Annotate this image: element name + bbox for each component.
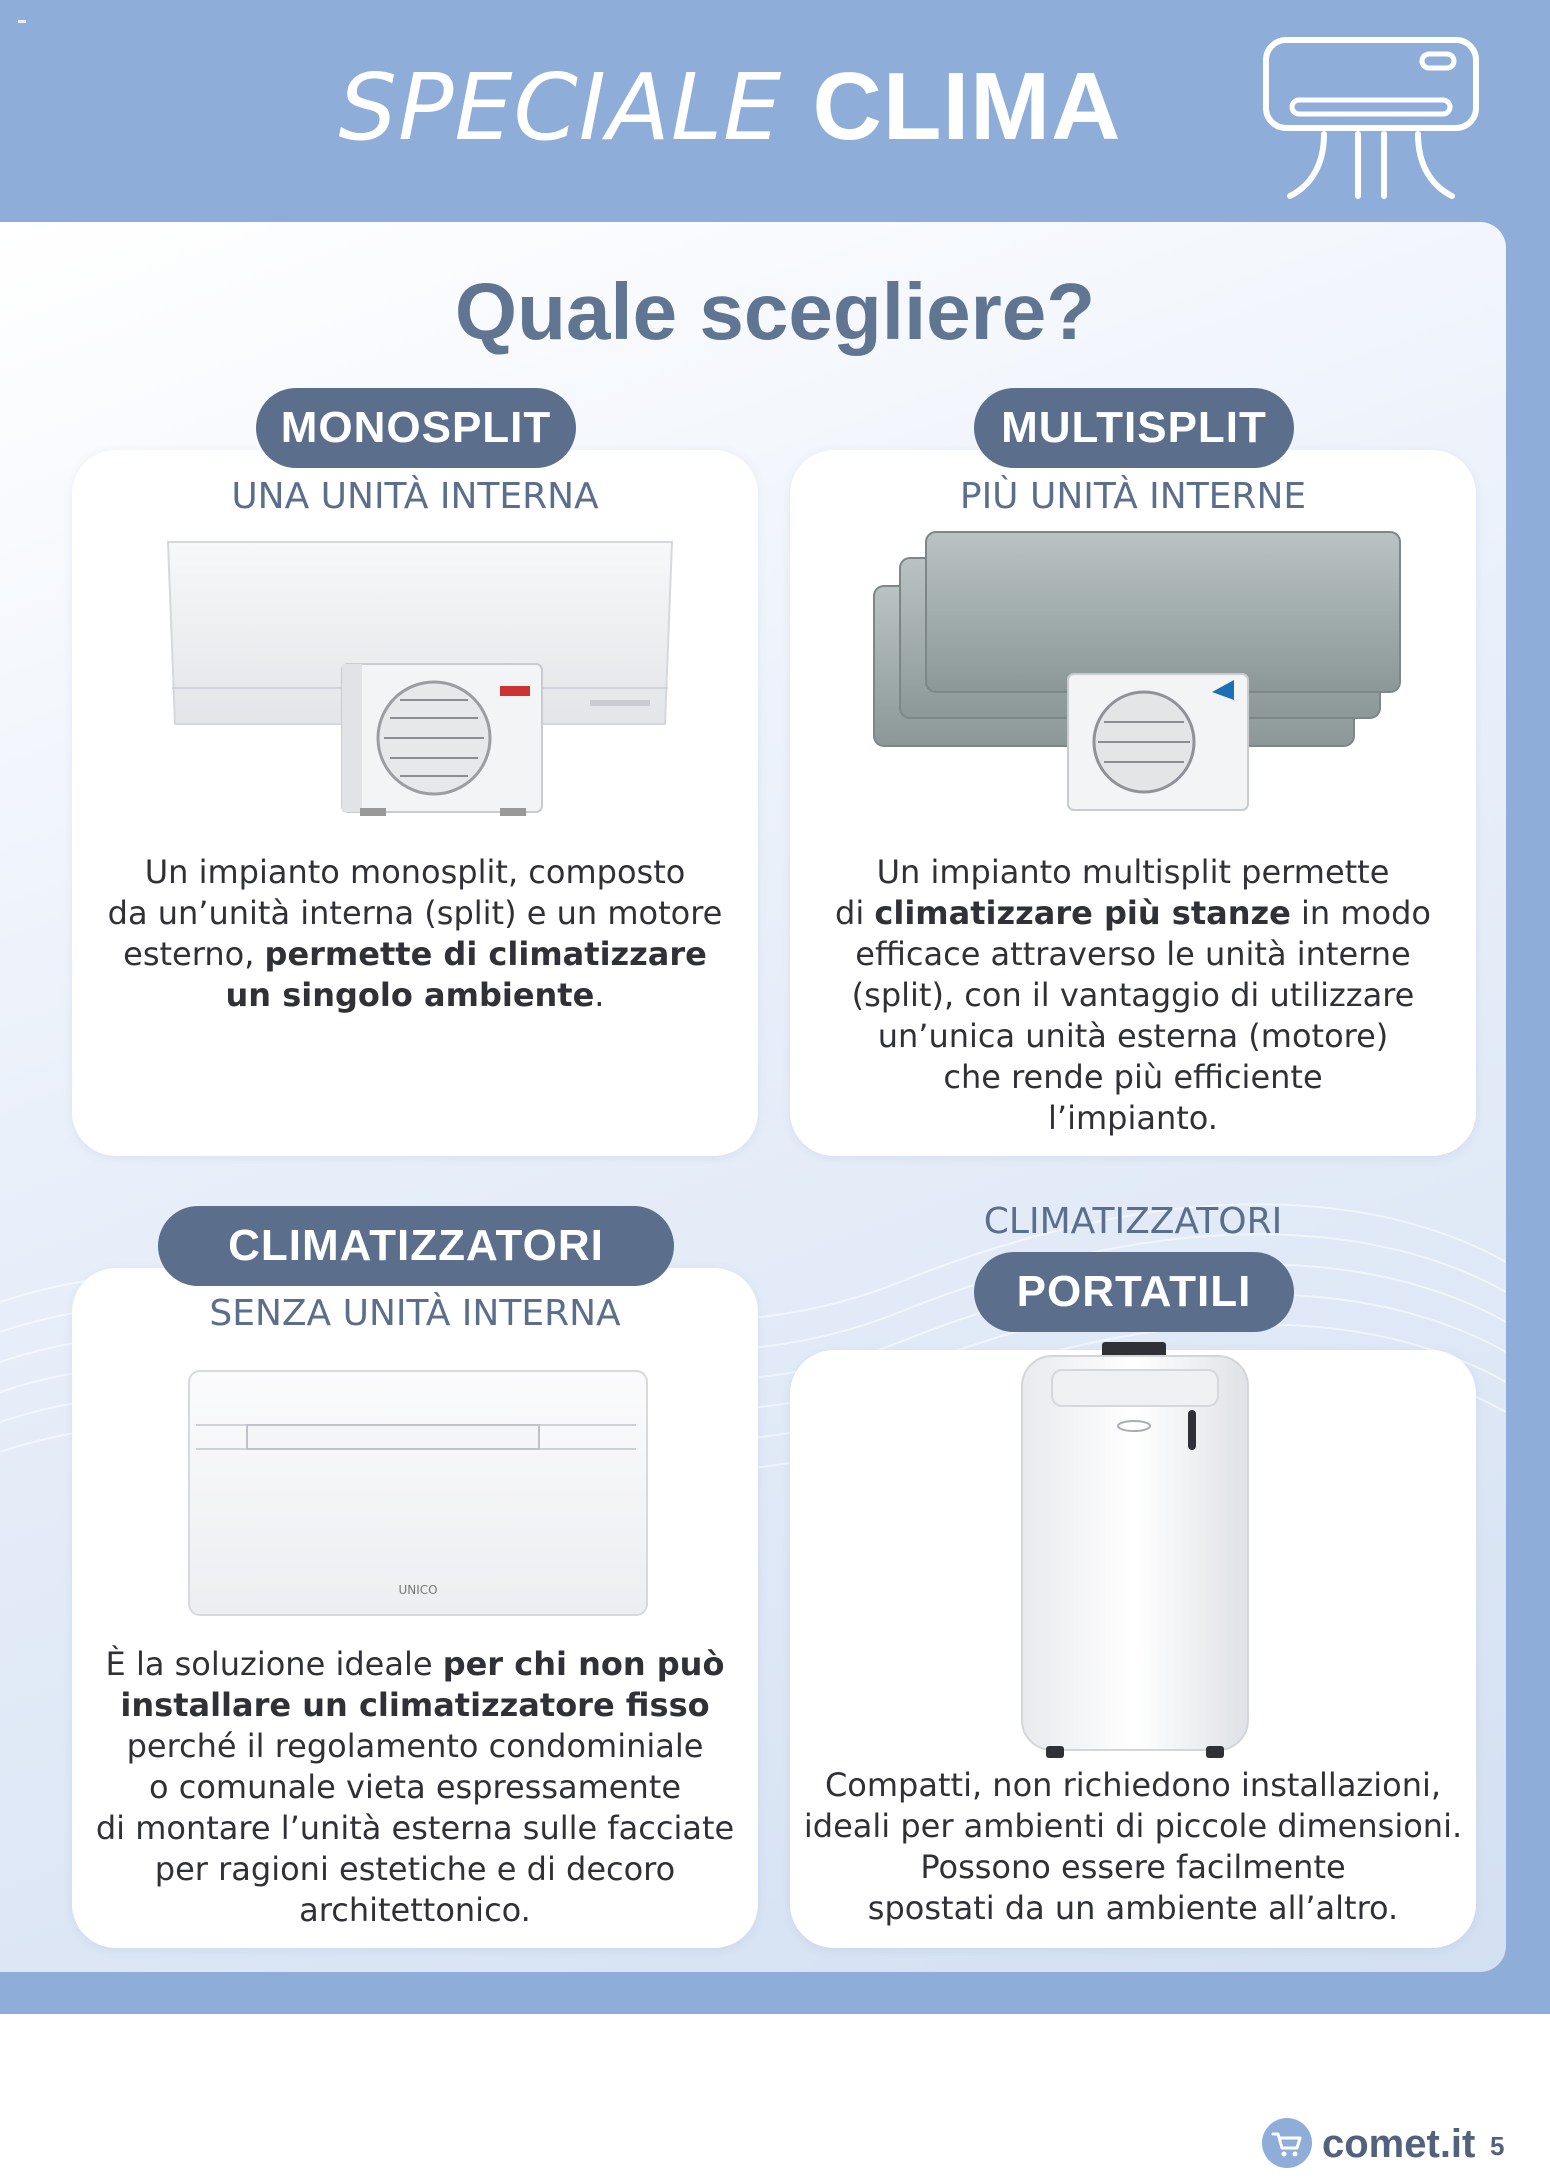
desc-senza-bold2: installare un climatizzatore fisso: [120, 1686, 710, 1724]
desc-portatili-line3: Possono essere facilmente: [920, 1848, 1346, 1886]
unico-product-image: [188, 1370, 648, 1616]
multisplit-product-image: [872, 530, 1402, 816]
desc-multisplit-line4: (split), con il vantaggio di utilizzare: [851, 976, 1415, 1014]
subtitle-monosplit: UNA UNITÀ INTERNA: [231, 476, 599, 517]
desc-senza-line4: o comunale vieta espressamente: [149, 1768, 681, 1806]
desc-monosplit-bold1: permette di climatizzare: [264, 935, 707, 973]
desc-portatili-line2: ideali per ambienti di piccole dimensioni.: [803, 1807, 1463, 1845]
brand-name: comet.it: [1322, 2122, 1476, 2166]
desc-senza-line3: perché il regolamento condominiale: [126, 1727, 704, 1765]
desc-monosplit-line1: Un impianto monosplit, composto: [144, 853, 686, 891]
corner-mark: [18, 20, 26, 23]
desc-monosplit-line2: da un’unità interna (split) e un motore: [107, 894, 723, 932]
desc-senza-bold1: per chi non può: [442, 1645, 725, 1683]
desc-monosplit-line3: esterno,: [123, 935, 265, 973]
label-climatizzatori-portatili: CLIMATIZZATORI: [983, 1201, 1283, 1242]
title-bold: CLIMA: [812, 53, 1122, 160]
pill-climatizzatori: CLIMATIZZATORI: [158, 1206, 674, 1286]
desc-multisplit-line2b: in modo: [1290, 894, 1431, 932]
desc-senza-unita: [92, 1644, 738, 1931]
section-heading: Quale scegliere?: [454, 267, 1096, 356]
portable-ac-product-image: [1016, 1342, 1254, 1762]
pill-portatili: PORTATILI: [974, 1252, 1294, 1332]
desc-portatili-line4: spostati da un ambiente all’altro.: [867, 1889, 1399, 1927]
unico-grille: [246, 1424, 540, 1450]
title-light: SPECIALE: [338, 54, 783, 161]
desc-senza-line7: architettonico.: [299, 1891, 531, 1929]
desc-monosplit-period: .: [594, 976, 605, 1014]
subtitle-multisplit: PIÙ UNITÀ INTERNE: [959, 476, 1307, 517]
desc-senza-line1: È la soluzione ideale: [105, 1645, 443, 1683]
shopping-cart-icon: [1262, 2118, 1312, 2168]
desc-multisplit: [810, 852, 1456, 1139]
desc-multisplit-line2a: di: [835, 894, 875, 932]
desc-monosplit: [92, 852, 738, 1016]
desc-portatili-line1: Compatti, non richiedono installazioni,: [824, 1766, 1442, 1804]
desc-multisplit-line1: Un impianto multisplit permette: [876, 853, 1390, 891]
desc-multisplit-line5: un’unica unità esterna (motore): [877, 1017, 1389, 1055]
desc-senza-line6: per ragioni estetiche e di decoro: [154, 1850, 676, 1888]
desc-multisplit-line6: che rende più efficiente: [943, 1058, 1323, 1096]
air-conditioner-icon: [1262, 36, 1480, 202]
desc-senza-line5: di montare l’unità esterna sulle facciate: [95, 1809, 735, 1847]
page-title: [0, 52, 1460, 163]
desc-multisplit-line3: efficace attraverso le unità interne: [855, 935, 1411, 973]
monosplit-product-image: [160, 538, 680, 818]
pill-multisplit: MULTISPLIT: [974, 388, 1294, 468]
desc-multisplit-bold: climatizzare più stanze: [874, 894, 1291, 932]
unico-label: UNICO: [398, 1583, 438, 1597]
page-number: 5: [1490, 2131, 1505, 2161]
subtitle-senza-unita: SENZA UNITÀ INTERNA: [209, 1293, 621, 1334]
pill-monosplit: MONOSPLIT: [256, 388, 576, 468]
desc-multisplit-line7: l’impianto.: [1048, 1099, 1218, 1137]
desc-portatili: [800, 1765, 1466, 1929]
desc-monosplit-bold2: un singolo ambiente: [225, 976, 595, 1014]
